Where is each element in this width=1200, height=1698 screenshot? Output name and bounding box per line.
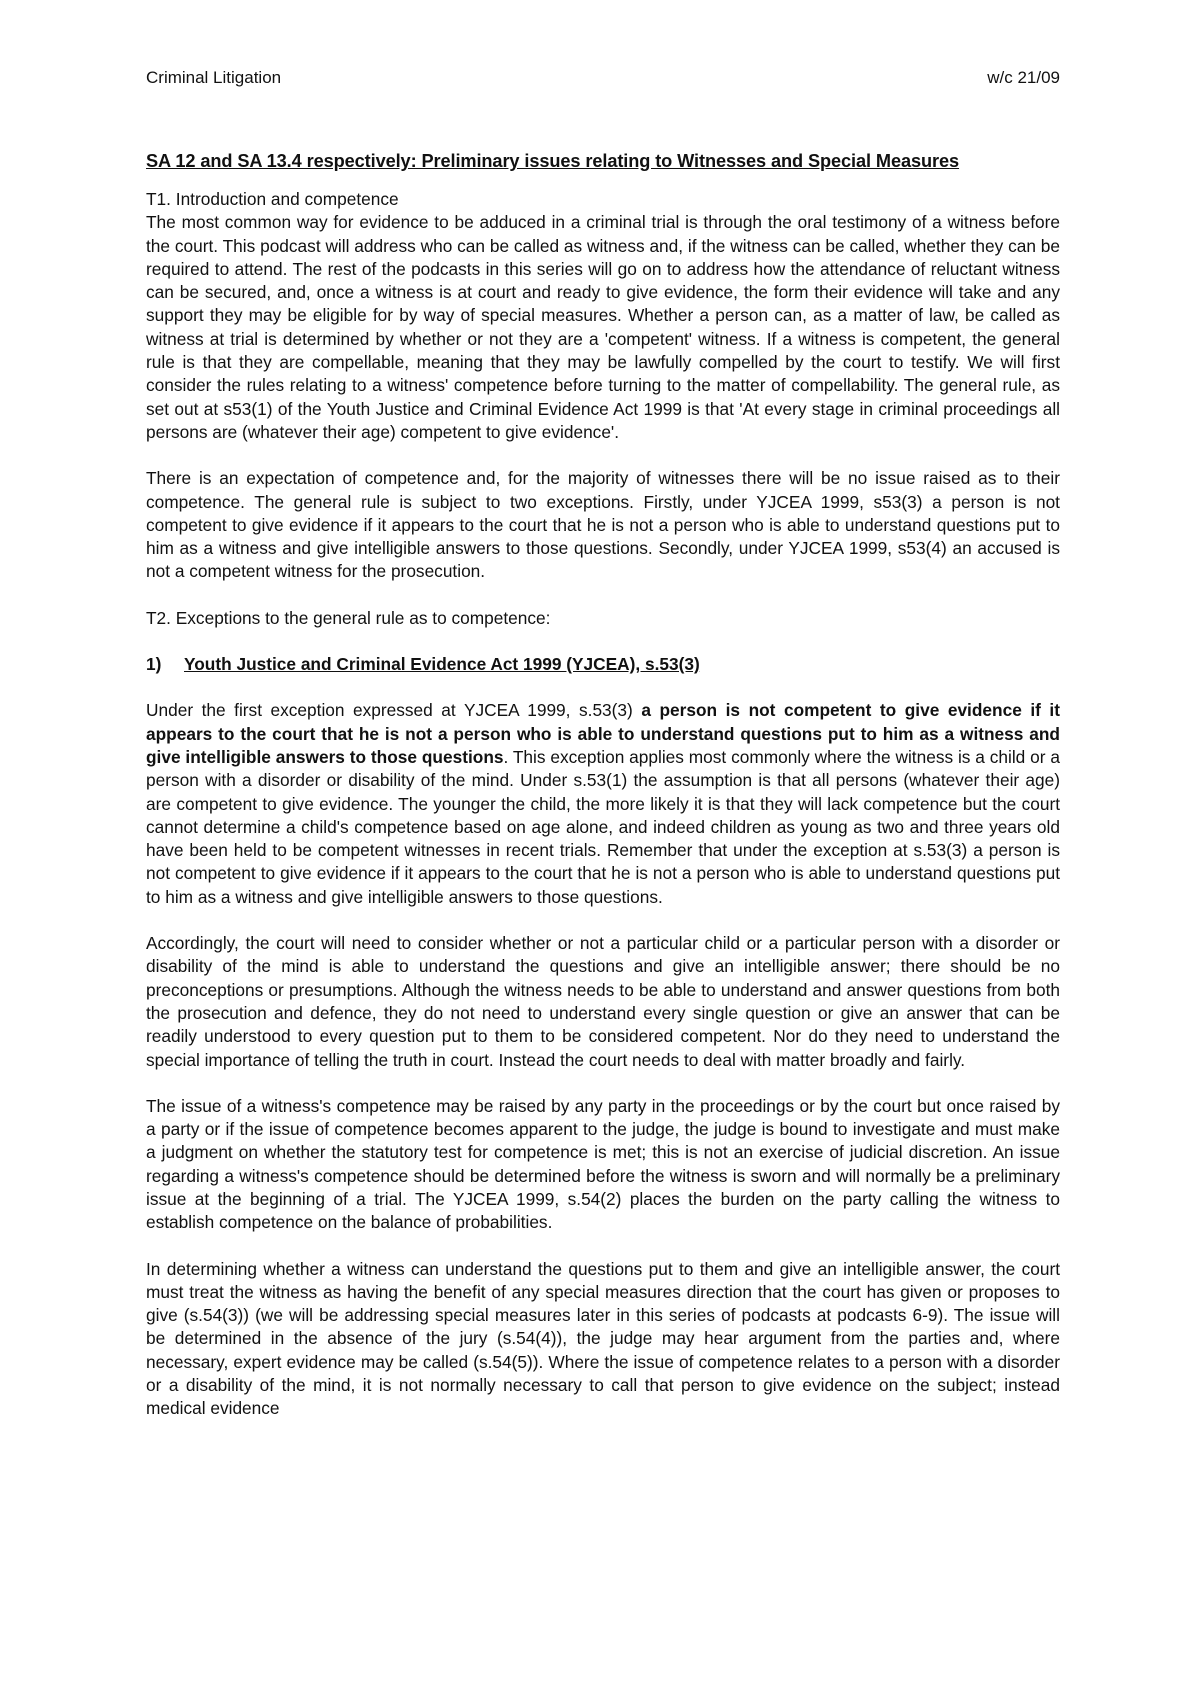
paragraph-spacer (146, 444, 1060, 467)
section-t1-paragraph-2: There is an expectation of competence and, for the majority of witnesses there will be no issue raised as to their competence. The general rule is subject to two exceptions. Firstly, under YJCEA 1999, s53(3) a person is not competent to give evidence if it appears to the court that he is not a person who is able to understand questions put to him as a witness and give intelligible answers to those questions. Secondly, under YJCEA 1999, s53(4) an accused is not a competent witness for the prosecution. (146, 468, 1060, 582)
section-t2-paragraph-1 (146, 699, 1060, 909)
subsection-title: Youth Justice and Criminal Evidence Act 1999 (YJCEA), s.53(3) (184, 654, 700, 675)
paragraph-bold-statement: a person is not competent to give evidence if it appears to the court that he is not a person who is able to understand questions put to him as a witness and give intelligible answers to those questions (146, 700, 1060, 767)
paragraph-spacer (146, 676, 1060, 699)
paragraph-spacer (146, 1072, 1060, 1095)
paragraph-continuation: . This exception applies most commonly where the witness is a child or a person with a disorder or disability of the mind. Under s.53(1) the assumption is that all persons (whatever their age) are competent to give evidence. The younger the child, the more likely it is that they will lack competence but the court cannot determine a child's competence based on age alone, and indeed children as young as two and three years old have been held to be competent witnesses in recent trials. Remember that under the exception at s.53(3) a person is not competent to give evidence if it appears to the court that he is not a person who is able to understand questions put to him as a witness and give intelligible answers to those questions. (146, 746, 1060, 907)
header-week-label: w/c 21/09 (987, 68, 1060, 87)
document-page (146, 68, 1060, 1678)
section-t1-heading: T1. Introduction and competence (146, 189, 399, 209)
paragraph-spacer (146, 909, 1060, 932)
running-header (146, 68, 1060, 88)
section-t2-heading: T2. Exceptions to the general rule as to competence: (146, 607, 551, 628)
document-title: SA 12 and SA 13.4 respectively: Preliminary issues relating to Witnesses and Special Measures (146, 151, 960, 171)
paragraph-intro: Under the first exception expressed at YJCEA 1999, s.53(3) (146, 700, 642, 721)
paragraph-spacer (146, 1235, 1060, 1258)
header-course-title: Criminal Litigation (146, 68, 282, 87)
section-t2-paragraph-2: Accordingly, the court will need to consider whether or not a particular child or a particular person with a disorder or disability of the mind is able to understand the questions and give an intelligible answer; there should be no preconceptions or presumptions. Although the witness needs to be able to understand and answer questions from both the prosecution and defence, they do not need to understand every single question or give an answer that can be readily understood to every question put to them to be considered competent. Nor do they need to understand the special importance of telling the truth in court. Instead the court needs to deal with matter broadly and fairly. (146, 933, 1060, 1070)
subsection-number: 1) (146, 654, 162, 675)
paragraph-spacer (146, 584, 1060, 607)
section-t2-paragraph-3: The issue of a witness's competence may be raised by any party in the proceedings or by the court but once raised by a party or if the issue of competence becomes apparent to the judge, the judge is bound to investigate and must make a judgment on whether the statutory test for competence is met; this is not an exercise of judicial discretion. An issue regarding a witness's competence should be determined before the witness is sworn and will normally be a preliminary issue at the beginning of a trial. The YJCEA 1999, s.54(2) places the burden on the party calling the witness to establish competence on the balance of probabilities. (146, 1095, 1060, 1233)
section-t2-paragraph-4: In determining whether a witness can understand the questions put to them and give an intelligible answer, the court must treat the witness as having the benefit of any special measures direction that the court has given or proposes to give (s.54(3)) (we will be addressing special measures later in this series of podcasts at podcasts 6-9). The issue will be determined in the absence of the jury (s.54(4)), the judge may hear argument from the parties and, where necessary, expert evidence may be called (s.54(5)). Where the issue of competence relates to a person with a disorder or a disability of the mind, it is not normally necessary to call that person to give evidence on the subject; instead medical evidence (146, 1258, 1060, 1419)
paragraph-spacer (146, 630, 1060, 653)
subsection-heading (146, 653, 1060, 676)
section-t1-paragraph-1: The most common way for evidence to be adduced in a criminal trial is through the oral testimony of a witness before the court. This podcast will address who can be called as witness and, if the witness can be called, whether they can be required to attend. The rest of the podcasts in this series will go on to address how the attendance of reluctant witness can be secured, and, once a witness is at court and ready to give evidence, the form their evidence will take and any support they may be eligible for by way of special measures. Whether a person can, as a matter of law, be called as witness at trial is determined by whether or not they are a 'competent' witness. If a witness is competent, the general rule is that they are compellable, meaning that they may be lawfully compelled by the court to testify. We will first consider the rules relating to a witness' competence before turning to the matter of compellability. The general rule, as set out at s53(1) of the Youth Justice and Criminal Evidence Act 1999 is that 'At every stage in criminal proceedings all persons are (whatever their age) competent to give evidence'. (146, 212, 1060, 442)
